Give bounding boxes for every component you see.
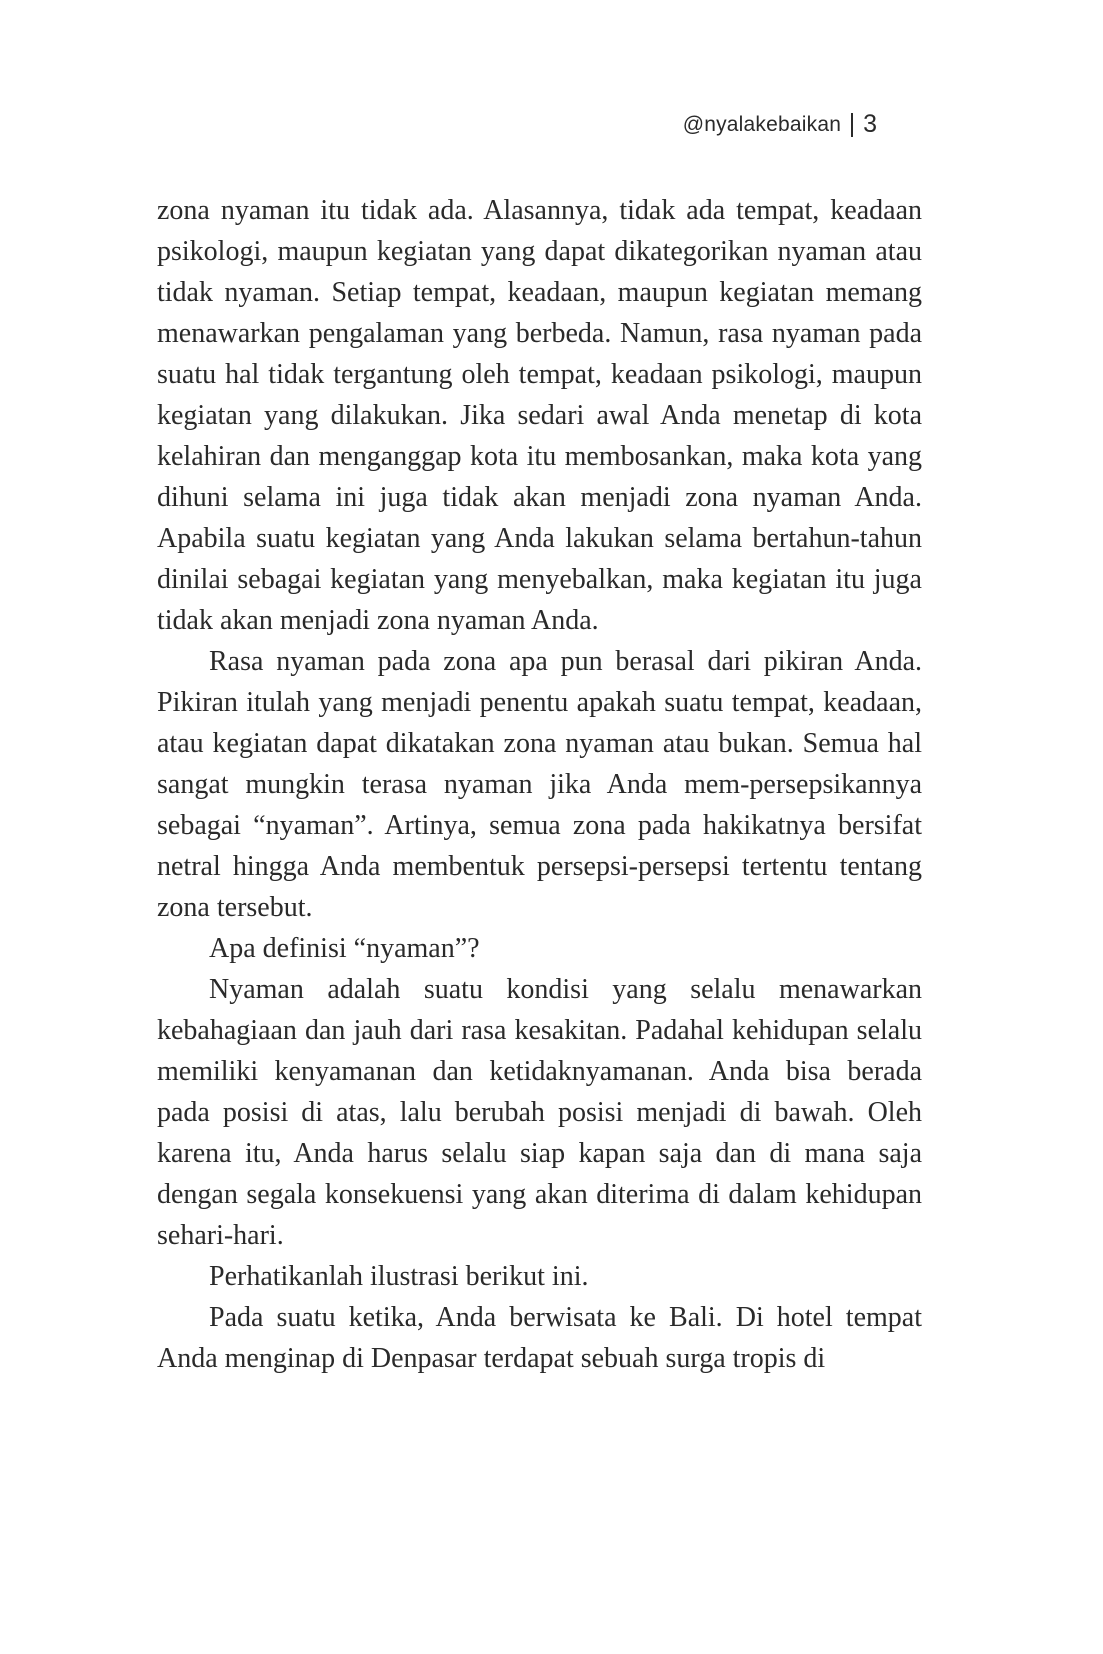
running-header — [683, 110, 877, 139]
paragraph: Pada suatu ketika, Anda berwisata ke Bali. Di hotel tempat Anda menginap di Denpasar terdapat sebuah surga tropis di — [157, 1302, 922, 1374]
paragraph-continuation: zona nyaman itu tidak ada. Alasannya, tidak ada tempat, keadaan psikologi, maupun kegiatan yang dapat dikategorikan nyaman atau tidak nyaman. Setiap tempat, keadaan, maupun kegiatan memang menawarkan pengalaman yang berbeda. Namun, rasa nyaman pada suatu hal tidak tergantung oleh tempat, keadaan psikologi, maupun kegiatan yang dilakukan. Jika sedari awal Anda menetap di kota kelahiran dan menganggap kota itu membosankan, maka kota yang dihuni selama ini juga tidak akan menjadi zona nyaman Anda. Apabila suatu kegiatan yang Anda lakukan selama bertahun-tahun dinilai sebagai kegiatan yang menyebalkan, maka kegiatan itu juga tidak akan menjadi zona nyaman Anda. — [157, 195, 922, 636]
page-number: 3 — [863, 110, 877, 138]
header-separator — [851, 113, 853, 137]
author-handle: @nyalakebaikan — [682, 112, 842, 136]
paragraph: Nyaman adalah suatu kondisi yang selalu menawarkan kebahagiaan dan jauh dari rasa kesakitan. Padahal kehidupan selalu memiliki kenyamanan dan ketidaknyamanan. Anda bisa berada pada posisi di atas, lalu berubah posisi menjadi di bawah. Oleh karena itu, Anda harus selalu siap kapan saja dan di mana saja dengan segala konsekuensi yang akan diterima di dalam kehidupan sehari-hari. — [157, 974, 922, 1251]
paragraph: Perhatikanlah ilustrasi berikut ini. — [209, 1261, 589, 1292]
paragraph-question: Apa definisi “nyaman”? — [209, 933, 480, 964]
body-text — [157, 190, 922, 1379]
paragraph: Rasa nyaman pada zona apa pun berasal dari pikiran Anda. Pikiran itulah yang menjadi penentu apakah suatu tempat, keadaan, atau kegiatan dapat dikatakan zona nyaman atau bukan. Semua hal sangat mungkin terasa nyaman jika Anda mem-persepsikannya sebagai “nyaman”. Artinya, semua zona pada hakikatnya bersifat netral hingga Anda membentuk persepsi-persepsi tertentu tentang zona tersebut. — [157, 646, 922, 923]
